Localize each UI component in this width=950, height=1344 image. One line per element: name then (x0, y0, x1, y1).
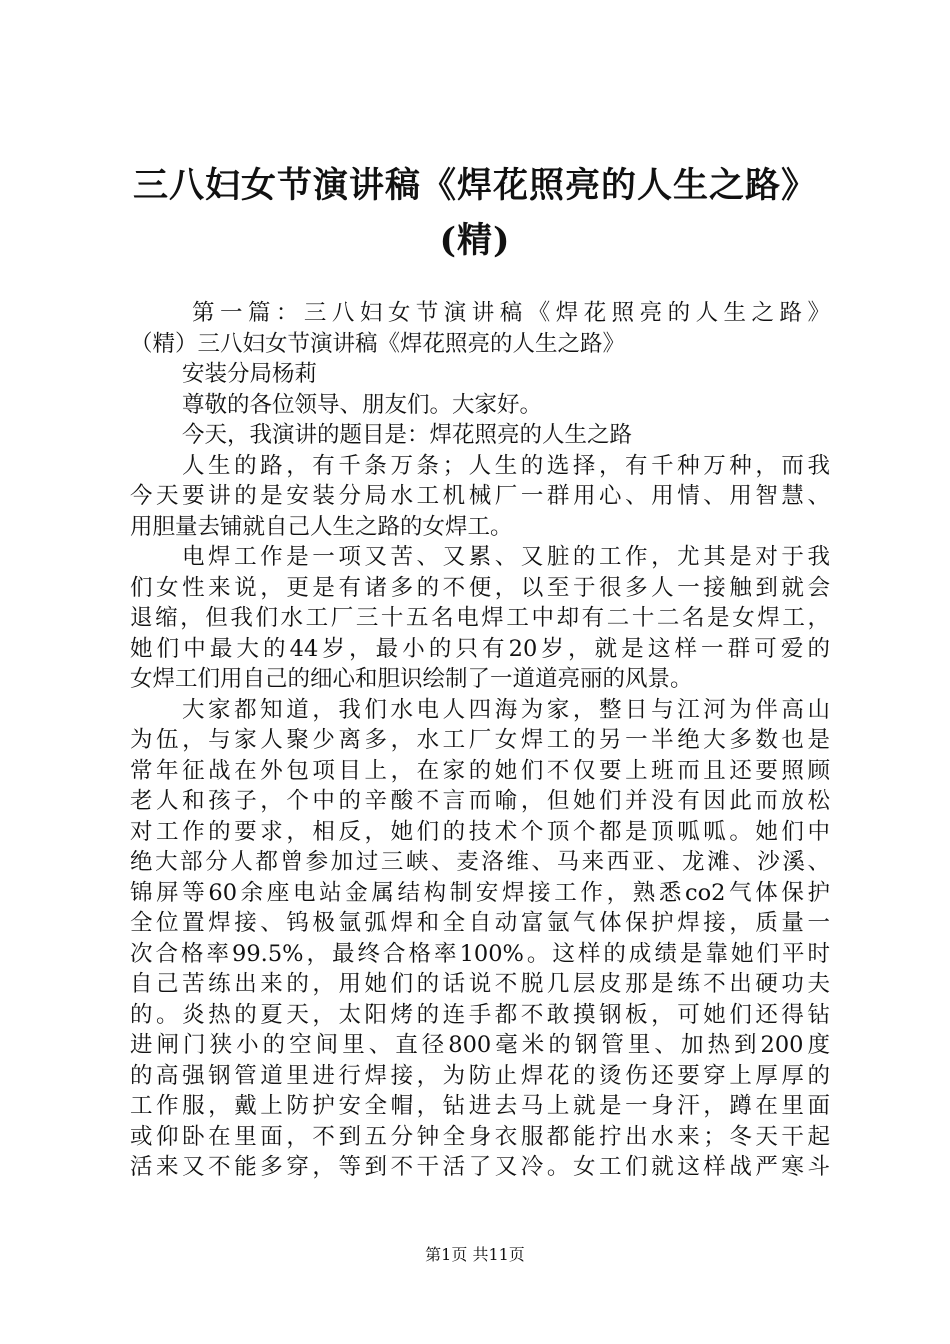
text-line: 用胆量去铺就自己人生之路的女焊工。 (130, 513, 513, 540)
text-line: 对工作的要求，相反，她们的技术个顶个都是顶呱呱。她们中 (130, 818, 830, 845)
text-line: 第一篇：三八妇女节演讲稿《焊花照亮的人生之路》 (192, 300, 830, 326)
text-line: （精）三八妇女节演讲稿《焊花照亮的人生之路》 (130, 330, 626, 357)
text-line: 绝大部分人都曾参加过三峡、麦洛维、马来西亚、龙滩、沙溪、 (130, 849, 830, 875)
text-line: 老人和孩子，个中的辛酸不言而喻，但她们并没有因此而放松 (130, 788, 830, 814)
text-line: 或仰卧在里面，不到五分钟全身衣服都能拧出水来；冬天干起 (130, 1123, 830, 1150)
text-line: 常年征战在外包项目上，在家的她们不仅要上班而且还要照顾 (130, 757, 830, 784)
text-line: 尊敬的各位领导、朋友们。大家好。 (182, 391, 543, 418)
document-body (130, 298, 830, 1183)
document-title-line-2: (精) (439, 220, 511, 261)
text-line: 她们中最大的44岁，最小的只有20岁，就是这样一群可爱的 (130, 635, 830, 662)
text-line: 次合格率99.5%，最终合格率100%。这样的成绩是靠她们平时 (130, 940, 830, 967)
text-line: 今天，我演讲的题目是：焊花照亮的人生之路 (182, 422, 633, 448)
text-line: 锦屏等60余座电站金属结构制安焊接工作，熟悉co2气体保护 (130, 879, 830, 906)
text-line: 电焊工作是一项又苦、又累、又脏的工作，尤其是对于我 (182, 544, 830, 570)
text-line: 全位置焊接、钨极氩弧焊和全自动富氩气体保护焊接，质量一 (130, 910, 830, 936)
text-line: 安装分局杨莉 (182, 361, 318, 387)
text-line: 们女性来说，更是有诸多的不便，以至于很多人一接触到就会 (130, 574, 830, 601)
page-number-footer: 第1页 共11页 (425, 1245, 525, 1264)
text-line: 活来又不能多穿，等到不干活了又冷。女工们就这样战严寒斗 (130, 1154, 830, 1180)
text-line: 女焊工们用自己的细心和胆识绘制了一道道亮丽的风景。 (130, 666, 693, 692)
document-title-line-1: 三八妇女节演讲稿《焊花照亮的人生之路》 (132, 165, 817, 206)
text-line: 大家都知道，我们水电人四海为家，整日与江河为伴高山 (182, 696, 830, 723)
text-line: 人生的路，有千条万条；人生的选择，有千种万种，而我 (182, 452, 830, 479)
text-line: 自己苦练出来的，用她们的话说不脱几层皮那是练不出硬功夫 (130, 971, 830, 997)
text-line: 进闸门狭小的空间里、直径800毫米的钢管里、加热到200度 (130, 1032, 830, 1058)
text-line: 今天要讲的是安装分局水工机械厂一群用心、用情、用智慧、 (130, 483, 830, 509)
text-line: 工作服，戴上防护安全帽，钻进去马上就是一身汗，蹲在里面 (130, 1093, 830, 1119)
text-line: 退缩，但我们水工厂三十五名电焊工中却有二十二名是女焊工， (130, 605, 830, 631)
text-line: 的。炎热的夏天，太阳烤的连手都不敢摸钢板，可她们还得钻 (130, 1001, 830, 1028)
text-line: 的高强钢管道里进行焊接，为防止焊花的烫伤还要穿上厚厚的 (130, 1062, 830, 1089)
text-line: 为伍，与家人聚少离多，水工厂女焊工的另一半绝大多数也是 (130, 727, 830, 753)
